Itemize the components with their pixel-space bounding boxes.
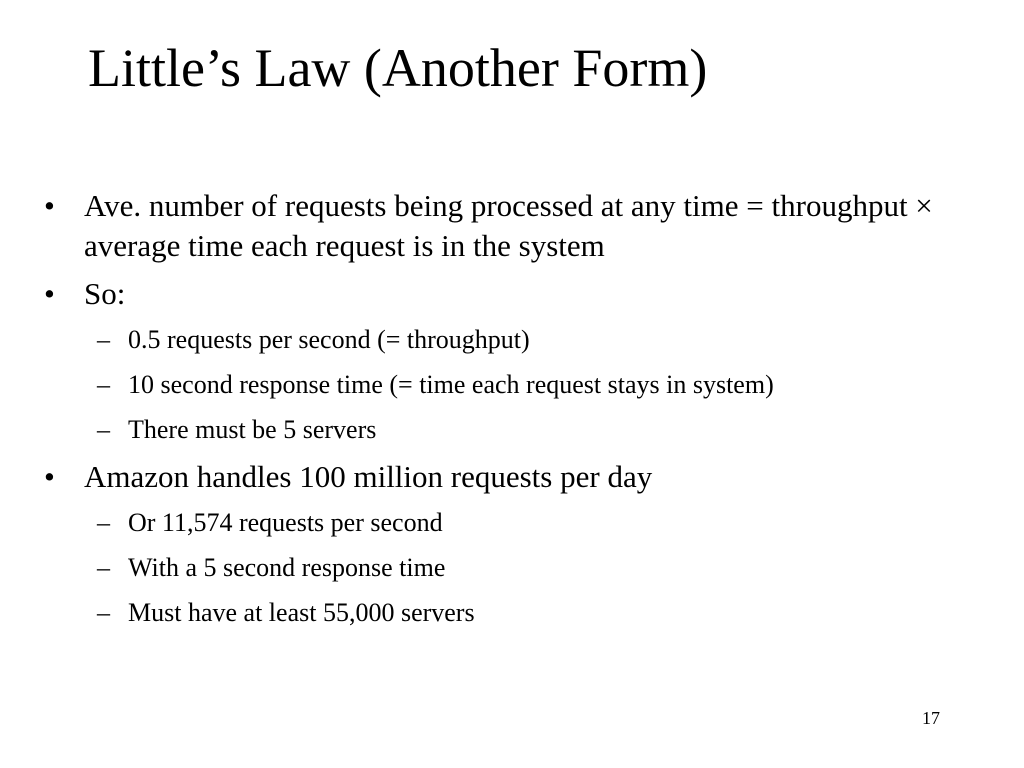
bullet-item (44, 457, 1004, 497)
sub-bullet-marker: – (97, 370, 110, 399)
bullet-text: So: (84, 276, 126, 311)
bullet-marker: • (44, 276, 55, 311)
sub-bullet-text: Or 11,574 requests per second (128, 508, 443, 537)
bullet-item (44, 274, 1004, 314)
sub-bullet-item (44, 412, 1004, 448)
sub-bullet-marker: – (97, 508, 110, 537)
sub-bullet-item (44, 505, 1004, 541)
bullet-text: Ave. number of requests being processed at any time = throughput × average time each request is in the system (84, 188, 933, 263)
sub-bullet-text: There must be 5 servers (128, 415, 377, 444)
page-number: 17 (922, 708, 940, 728)
sub-bullet-marker: – (97, 415, 110, 444)
sub-bullet-item (44, 550, 1004, 586)
sub-bullet-item (44, 322, 1004, 358)
sub-bullet-text: With a 5 second response time (128, 553, 446, 582)
sub-bullet-text: 0.5 requests per second (= throughput) (128, 325, 530, 354)
sub-bullet-item (44, 367, 1004, 403)
sub-bullet-marker: – (97, 598, 110, 627)
sub-bullet-text: 10 second response time (= time each request stays in system) (128, 370, 774, 399)
sub-bullet-marker: – (97, 553, 110, 582)
slide-body (44, 186, 1004, 640)
bullet-marker: • (44, 459, 55, 494)
bullet-item (44, 186, 1004, 266)
slide-title: Little’s Law (Another Form) (88, 38, 708, 98)
bullet-marker: • (44, 188, 55, 223)
sub-bullet-item (44, 595, 1004, 631)
sub-bullet-text: Must have at least 55,000 servers (128, 598, 475, 627)
sub-bullet-marker: – (97, 325, 110, 354)
bullet-text: Amazon handles 100 million requests per day (84, 459, 653, 494)
